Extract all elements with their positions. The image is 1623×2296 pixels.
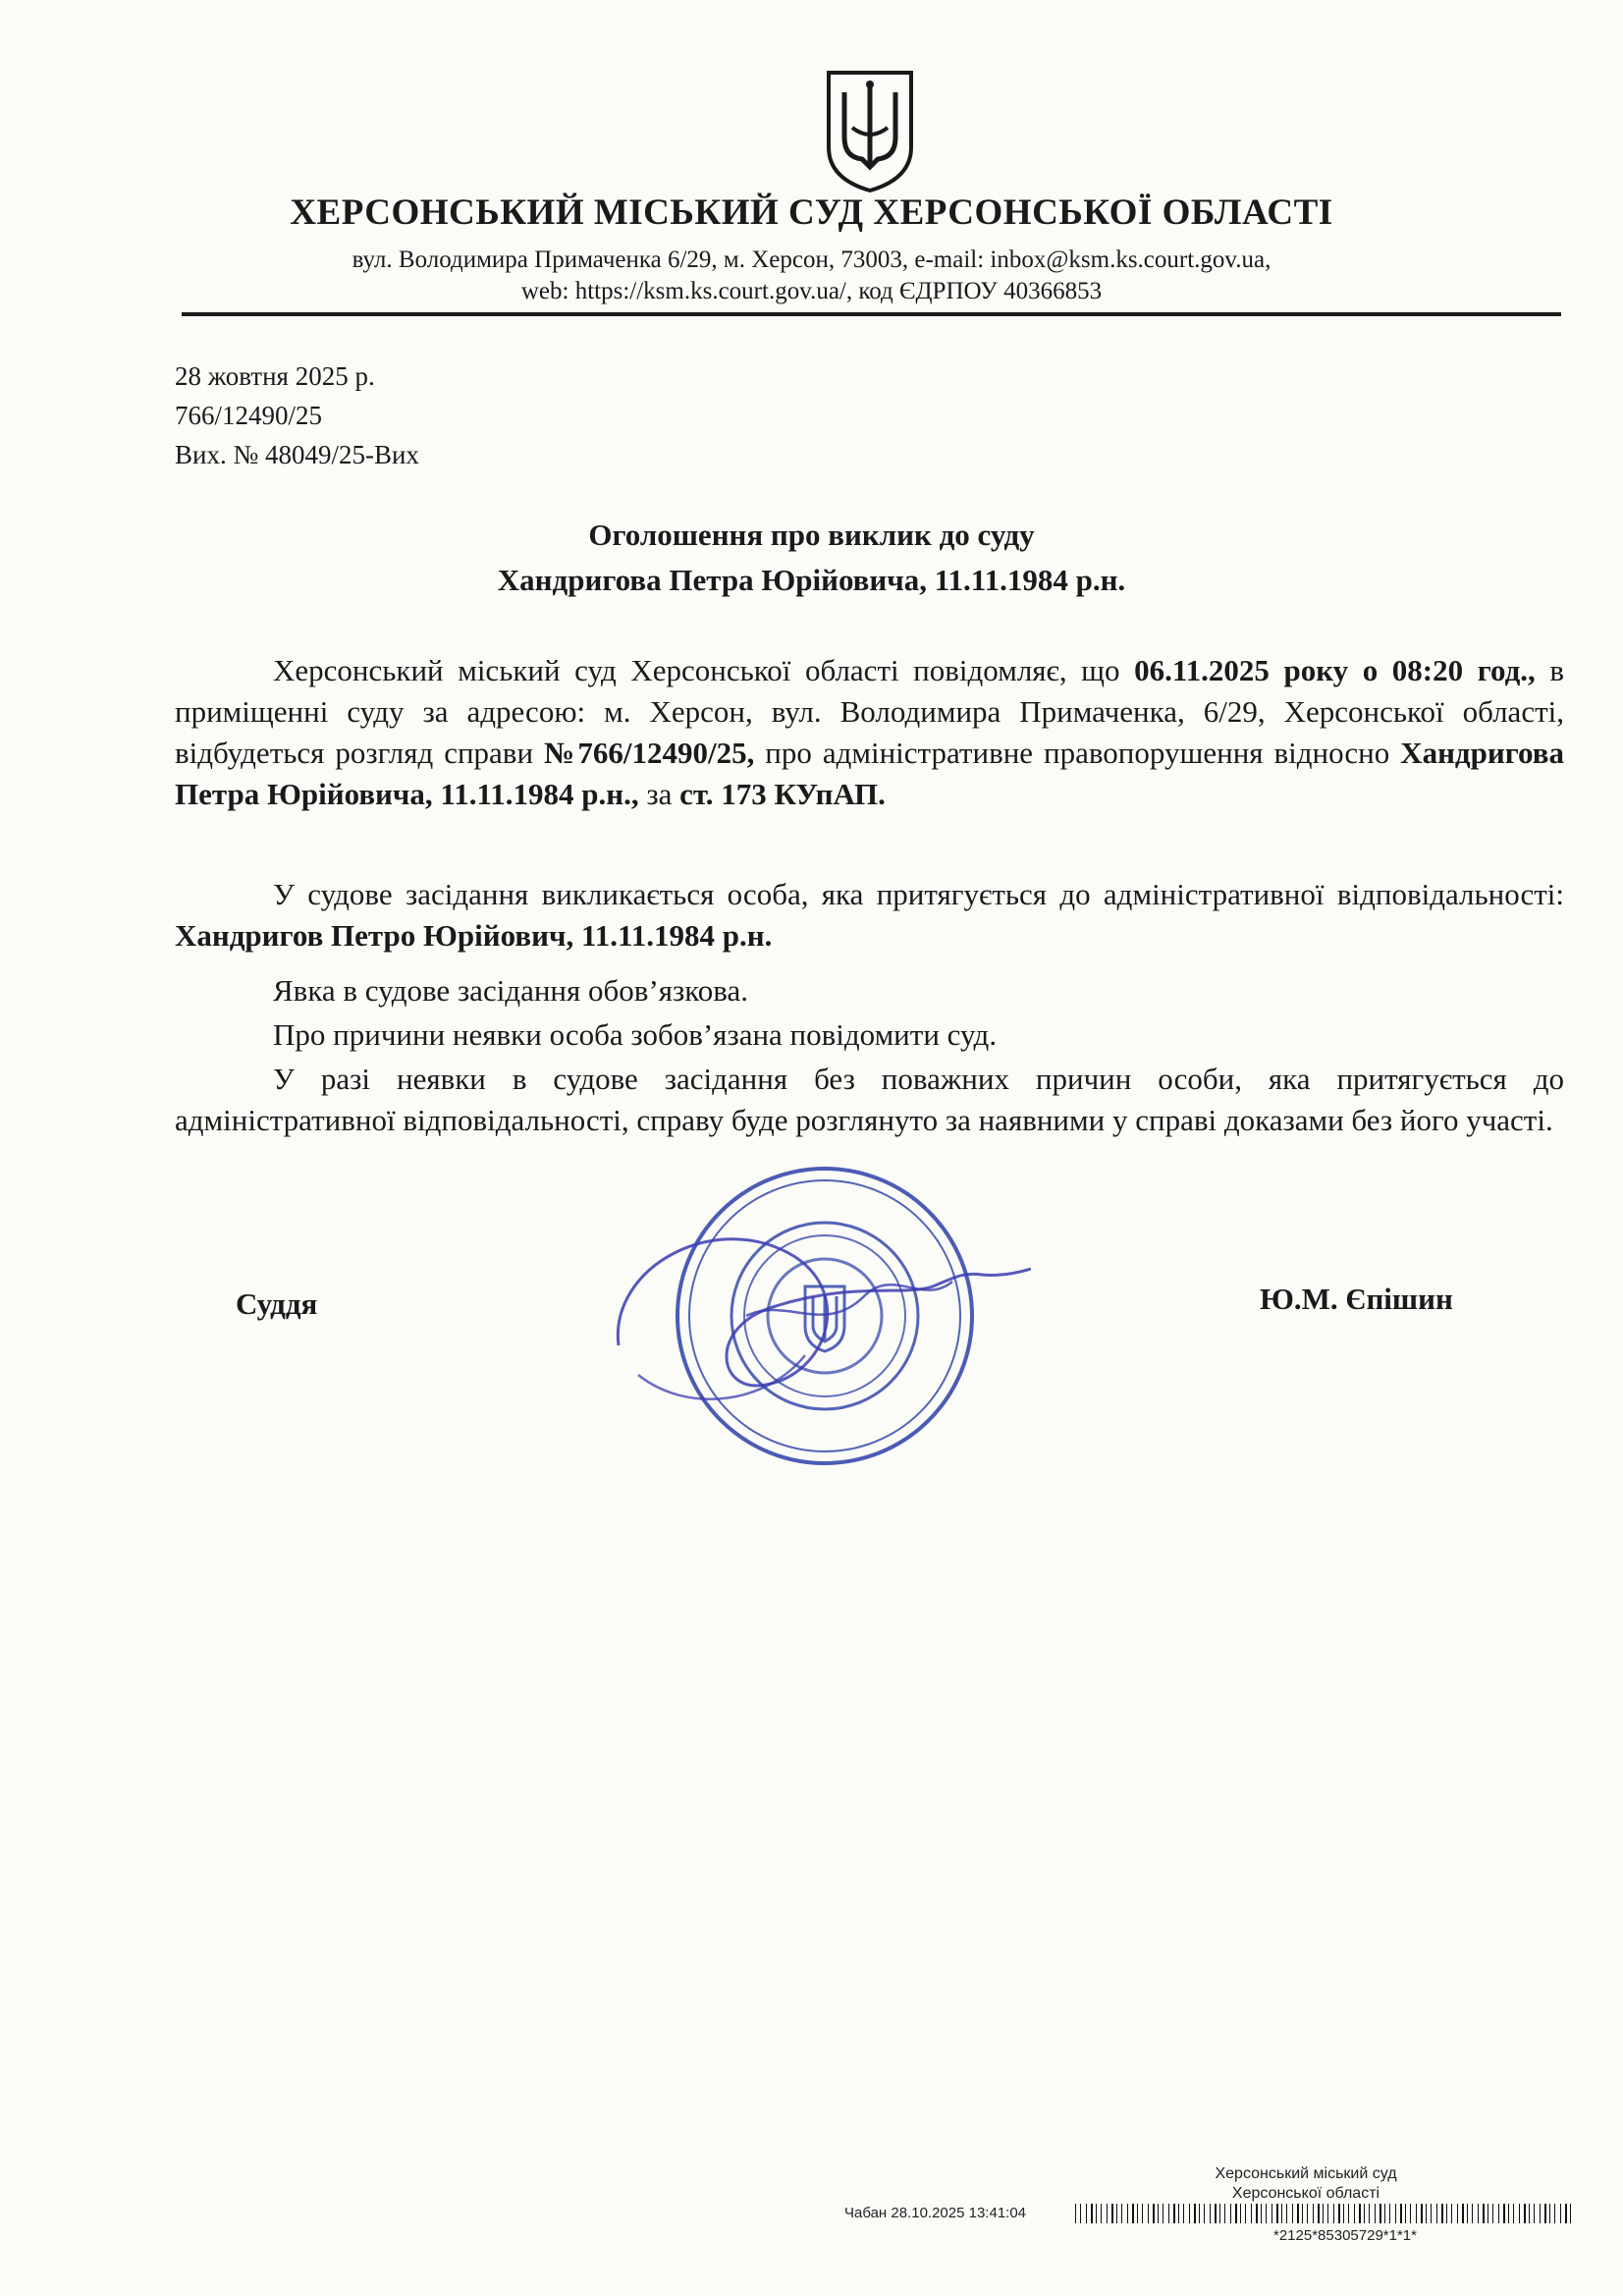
summoned-person: Хандригов Петро Юрійович, 11.11.1984 р.н. — [175, 918, 773, 953]
case-reference: №766/12490/25, — [543, 736, 755, 770]
judge-name: Ю.М. Єпішин — [1260, 1282, 1453, 1316]
registration-region-line: Херсонської області — [1231, 2185, 1380, 2202]
outgoing-number: Вих. № 48049/25-Вих — [175, 440, 419, 469]
court-web-line: web: https://ksm.ks.court.gov.ua/, код ЄДРПОУ 40366853 — [520, 278, 1103, 304]
paragraph-text: Херсонський міський суд Херсонської області повідомляє, що — [273, 653, 1135, 687]
paragraph-text: за — [638, 777, 680, 811]
defendant-name: Хандригова Петра Юрійовича, 11.11.1984 р.н., — [175, 736, 1564, 811]
barcode-number: *2125*85305729*1*1* — [1273, 2227, 1417, 2244]
barcode-icon — [1075, 2204, 1576, 2223]
summons-paragraph — [175, 874, 1564, 957]
header-divider — [182, 312, 1561, 316]
case-number: 766/12490/25 — [175, 401, 323, 430]
absence-notice-paragraph: Про причини неявки особа зобов’язана повідомити суд. — [273, 1017, 998, 1052]
court-address-line: вул. Володимира Примаченка 6/29, м. Херсон, 73003, e-mail: inbox@ksm.ks.court.gov.ua, — [352, 246, 1271, 273]
court-name-heading: ХЕРСОНСЬКИЙ МІСЬКИЙ СУД ХЕРСОНСЬКОЇ ОБЛАСТІ — [290, 192, 1333, 233]
law-article: ст. 173 КУпАП. — [679, 777, 886, 811]
document-date: 28 жовтня 2025 р. — [175, 361, 375, 391]
court-seal-stamp — [599, 1149, 1031, 1483]
document-subtitle: Хандригова Петра Юрійовича, 11.11.1984 р.н. — [497, 563, 1126, 597]
registration-stamp: Чабан 28.10.2025 13:41:04 — [844, 2205, 1027, 2221]
coat-of-arms-icon — [823, 69, 917, 194]
consequence-paragraph: У разі неявки в судове засідання без поважних причин особи, яка притягується до адміністративної відповідальності, справу буде розглянуто за наявними у справі доказами без його участі. — [175, 1062, 1564, 1137]
judge-label: Суддя — [236, 1286, 318, 1321]
document-title: Оголошення про виклик до суду — [588, 518, 1035, 552]
hearing-datetime: 06.11.2025 року о 08:20 год., — [1134, 653, 1536, 687]
registration-court-line: Херсонський міський суд — [1215, 2165, 1397, 2182]
paragraph-text: про адміністративне правопорушення відносно — [754, 736, 1401, 770]
paragraph-text: У судове засідання викликається особа, яка притягується до адміністративної відповідальності: — [273, 877, 1564, 911]
registration-court — [1159, 2164, 1453, 2204]
notice-paragraph — [175, 650, 1564, 815]
paragraph-text: в приміщенні суду за адресою: м. Херсон, вул. Володимира Примаченка, 6/29, Херсонської області, відбудеться розгляд справи — [175, 653, 1565, 770]
attendance-paragraph: Явка в судове засідання обов’язкова. — [273, 973, 748, 1008]
